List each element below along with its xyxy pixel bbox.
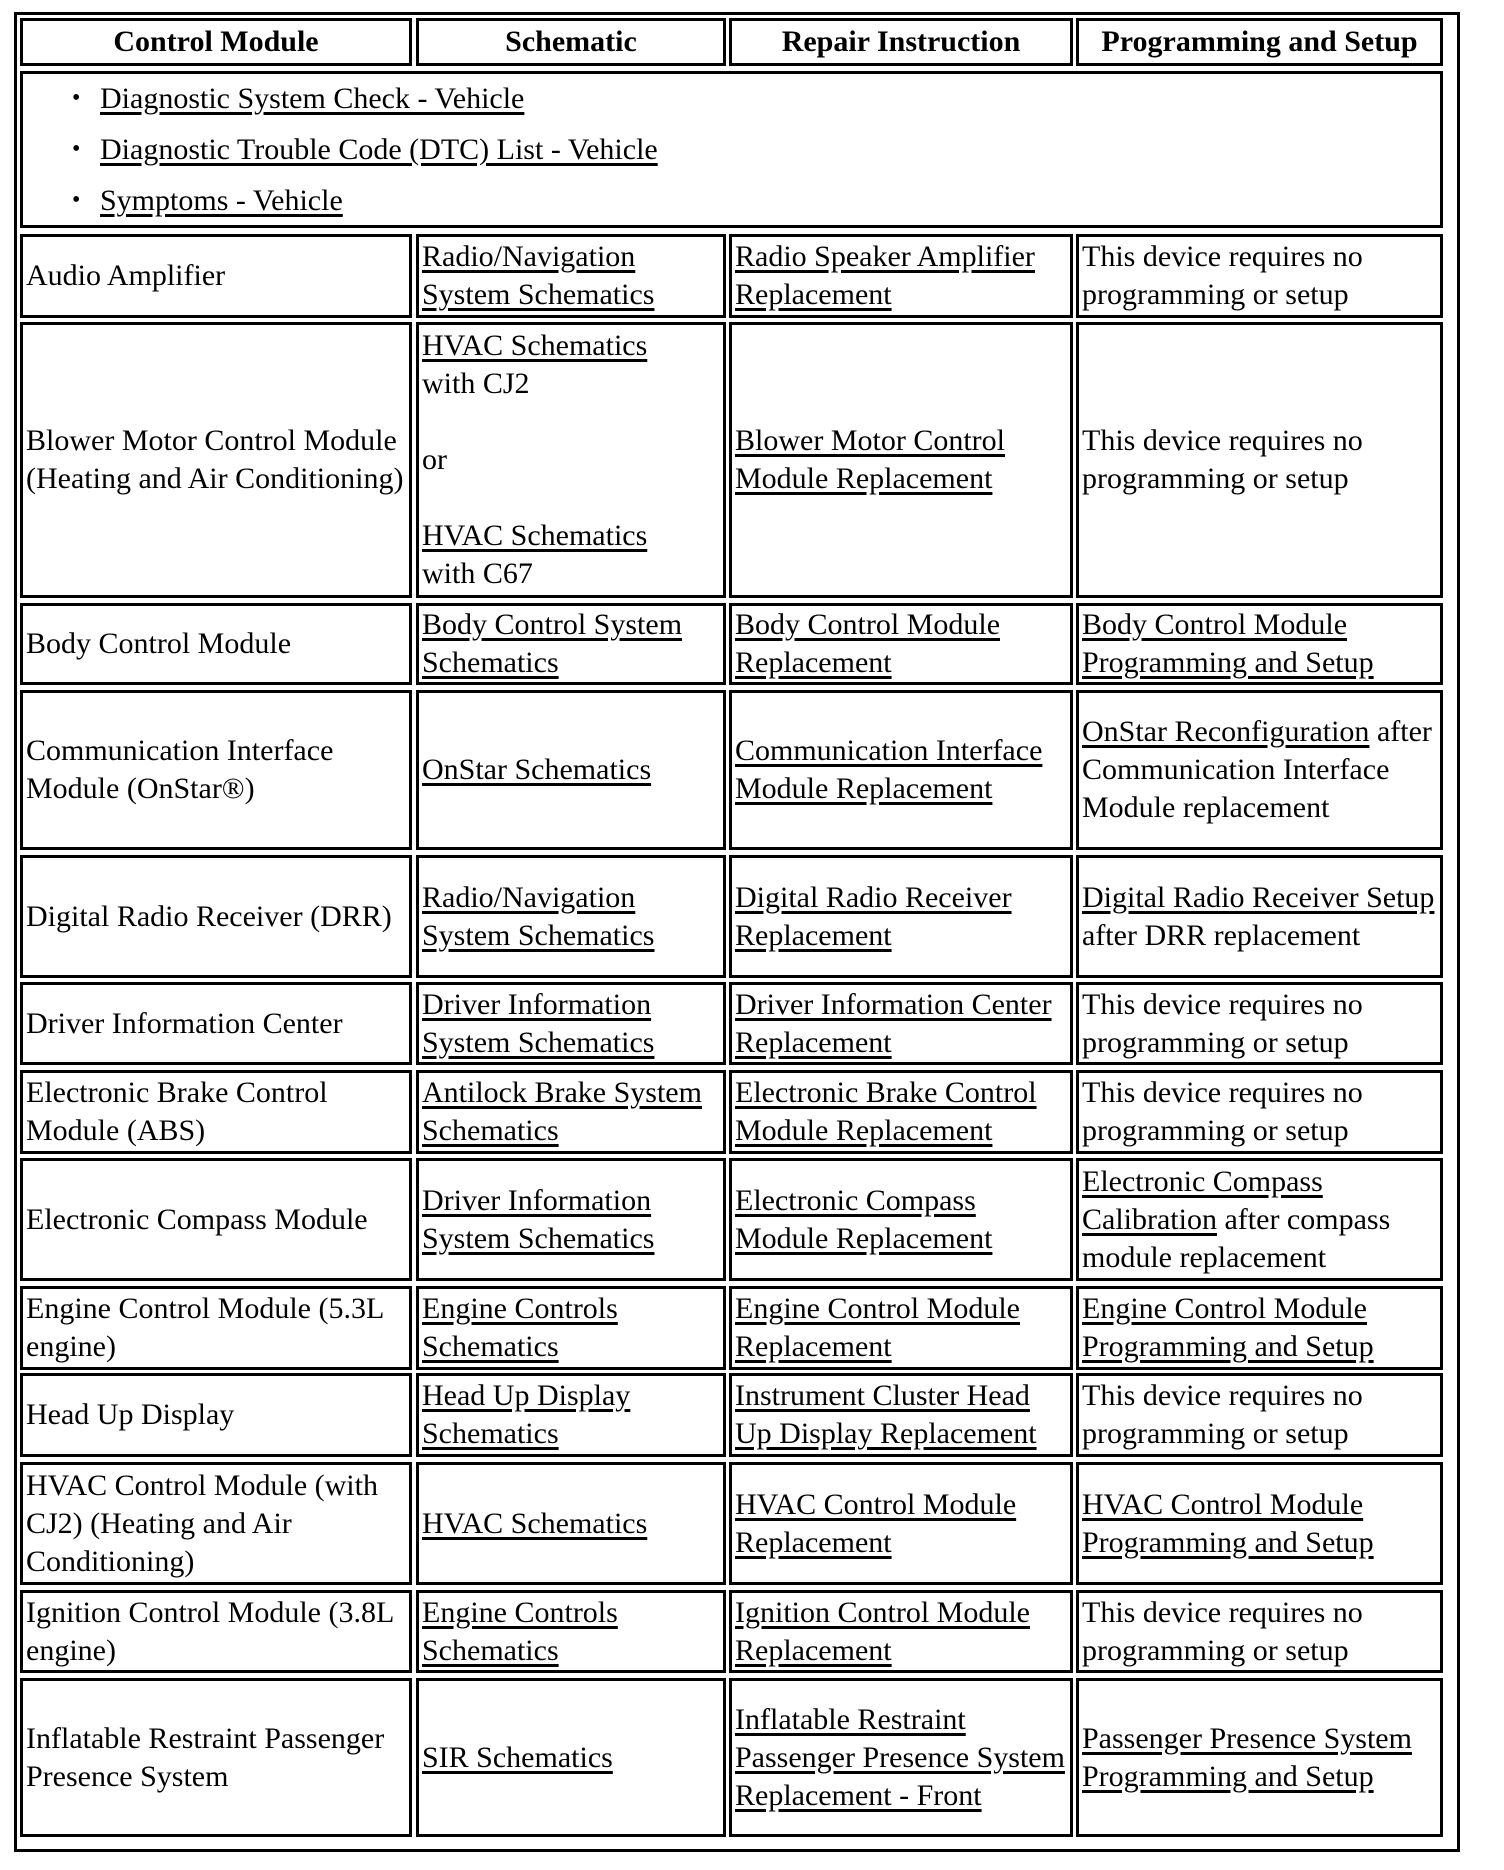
repair-link[interactable]: Radio Speaker Amplifier Replacement xyxy=(735,240,1035,311)
programming-cell xyxy=(1076,982,1443,1065)
repair-link[interactable]: HVAC Control Module Replacement xyxy=(735,1487,1017,1559)
module-cell xyxy=(20,855,412,978)
module-name: Driver Information Center xyxy=(26,1006,343,1040)
schematic-link[interactable]: HVAC Schematics xyxy=(422,519,648,552)
schematic-link[interactable]: HVAC Schematics xyxy=(422,1506,648,1540)
dtc-list-link[interactable]: Diagnostic Trouble Code (DTC) List - Vehicle xyxy=(100,133,658,166)
schematic-link[interactable]: Engine Controls Schematics xyxy=(422,1595,618,1667)
schematic-link[interactable]: Radio/Navigation System Schematics xyxy=(422,240,655,311)
repair-link[interactable]: Communication Interface Module Replacement xyxy=(735,734,1043,805)
module-name: Engine Control Module (5.3L engine) xyxy=(26,1292,384,1363)
schematic-link[interactable]: Engine Controls Schematics xyxy=(422,1292,618,1363)
repair-cell xyxy=(729,982,1073,1065)
programming-text: after Communication Interface Module replacement xyxy=(1082,715,1432,824)
schematic-link[interactable]: Head Up Display Schematics xyxy=(422,1379,631,1450)
module-cell xyxy=(20,982,412,1065)
repair-cell xyxy=(729,1286,1073,1370)
repair-cell xyxy=(729,1070,1073,1154)
schematic-link[interactable]: Antilock Brake System Schematics xyxy=(422,1076,702,1147)
bullet-icon: • xyxy=(72,136,81,162)
programming-cell xyxy=(1076,322,1443,598)
repair-link[interactable]: Blower Motor Control Module Replacement xyxy=(735,424,1005,495)
programming-cell xyxy=(1076,1158,1443,1281)
repair-cell xyxy=(729,1590,1073,1673)
schematic-link[interactable]: HVAC Schematics xyxy=(422,329,648,362)
schematic-cell xyxy=(416,1286,726,1370)
repair-link[interactable]: Electronic Brake Control Module Replacement xyxy=(735,1076,1037,1147)
schematic-cell xyxy=(416,1373,726,1457)
list-item xyxy=(26,175,658,226)
module-cell xyxy=(20,1070,412,1154)
module-name: Electronic Brake Control Module (ABS) xyxy=(26,1076,328,1147)
header-repair-instruction xyxy=(729,18,1073,66)
programming-cell xyxy=(1076,1286,1443,1370)
spacer xyxy=(422,479,720,517)
module-cell xyxy=(20,1462,412,1585)
programming-text: This device requires no programming or setup xyxy=(1082,1595,1363,1667)
repair-link[interactable]: Instrument Cluster Head Up Display Replacement xyxy=(735,1379,1037,1450)
programming-text: This device requires no programming or setup xyxy=(1082,240,1363,311)
programming-cell xyxy=(1076,1590,1443,1673)
header-schematic xyxy=(416,18,726,66)
module-name: Head Up Display xyxy=(26,1398,235,1431)
module-name: Audio Amplifier xyxy=(26,259,226,292)
header-label: Schematic xyxy=(505,25,637,58)
general-links-cell xyxy=(20,71,1443,228)
repair-cell xyxy=(729,1158,1073,1281)
diagnostic-system-check-link[interactable]: Diagnostic System Check - Vehicle xyxy=(100,82,525,115)
schematic-text: with CJ2 xyxy=(422,367,530,400)
programming-text: This device requires no programming or setup xyxy=(1082,987,1363,1059)
schematic-cell xyxy=(416,234,726,318)
module-name: Body Control Module xyxy=(26,627,292,660)
repair-link[interactable]: Electronic Compass Module Replacement xyxy=(735,1183,993,1255)
programming-text: This device requires no programming or setup xyxy=(1082,1379,1363,1450)
module-cell xyxy=(20,1286,412,1370)
schematic-cell xyxy=(416,1070,726,1154)
repair-link[interactable]: Engine Control Module Replacement xyxy=(735,1292,1020,1363)
schematic-link[interactable]: Body Control System Schematics xyxy=(422,608,683,679)
repair-link[interactable]: Digital Radio Receiver Replacement xyxy=(735,880,1012,952)
schematic-cell xyxy=(416,982,726,1065)
programming-cell xyxy=(1076,234,1443,318)
header-programming-setup xyxy=(1076,18,1443,66)
schematic-link[interactable]: Driver Information System Schematics xyxy=(422,1183,655,1255)
programming-link[interactable]: Body Control Module Programming and Setup xyxy=(1082,608,1374,679)
schematic-link[interactable]: Radio/Navigation System Schematics xyxy=(422,880,655,952)
schematic-cell xyxy=(416,690,726,850)
programming-text: This device requires no programming or setup xyxy=(1082,1076,1363,1147)
programming-cell xyxy=(1076,855,1443,978)
repair-link[interactable]: Body Control Module Replacement xyxy=(735,608,1001,679)
repair-link[interactable]: Ignition Control Module Replacement xyxy=(735,1595,1030,1667)
list-item xyxy=(26,124,658,175)
programming-cell xyxy=(1076,1070,1443,1154)
repair-cell xyxy=(729,1678,1073,1837)
module-cell xyxy=(20,1373,412,1457)
schematic-link[interactable]: OnStar Schematics xyxy=(422,753,652,786)
list-item xyxy=(26,73,658,124)
general-links-list xyxy=(26,73,658,226)
header-label: Programming and Setup xyxy=(1101,25,1418,58)
repair-cell xyxy=(729,1462,1073,1585)
programming-cell xyxy=(1076,1462,1443,1585)
module-cell xyxy=(20,1678,412,1837)
bullet-icon: • xyxy=(72,187,81,213)
header-label: Repair Instruction xyxy=(781,25,1021,58)
programming-text: after DRR replacement xyxy=(1082,918,1361,952)
schematic-cell xyxy=(416,603,726,685)
module-cell xyxy=(20,1590,412,1673)
module-cell xyxy=(20,234,412,318)
module-name: Digital Radio Receiver (DRR) xyxy=(26,899,392,933)
repair-link[interactable]: Driver Information Center Replacement xyxy=(735,987,1052,1059)
module-name: Ignition Control Module (3.8L engine) xyxy=(26,1595,394,1667)
module-name: Blower Motor Control Module (Heating and Air Conditioning) xyxy=(26,424,404,495)
repair-cell xyxy=(729,855,1073,978)
module-cell xyxy=(20,1158,412,1281)
module-name: HVAC Control Module (with CJ2) (Heating and Air Conditioning) xyxy=(26,1468,378,1578)
programming-link[interactable]: Passenger Presence System Programming and Setup xyxy=(1082,1721,1412,1793)
schematic-cell xyxy=(416,1462,726,1585)
programming-link[interactable]: Engine Control Module Programming and Setup xyxy=(1082,1292,1374,1363)
repair-cell xyxy=(729,603,1073,685)
repair-cell xyxy=(729,234,1073,318)
programming-link[interactable]: OnStar Reconfiguration xyxy=(1082,715,1370,748)
programming-cell xyxy=(1076,690,1443,850)
repair-link[interactable]: Inflatable Restraint Passenger Presence System Replacement - Front xyxy=(735,1702,1065,1812)
programming-link[interactable]: HVAC Control Module Programming and Setup xyxy=(1082,1487,1374,1559)
schematic-cell xyxy=(416,1590,726,1673)
repair-cell xyxy=(729,690,1073,850)
module-name: Inflatable Restraint Passenger Presence System xyxy=(26,1721,385,1793)
spacer xyxy=(422,403,720,441)
module-cell xyxy=(20,322,412,598)
programming-cell xyxy=(1076,603,1443,685)
programming-text: This device requires no programming or setup xyxy=(1082,424,1363,495)
repair-cell xyxy=(729,1373,1073,1457)
programming-cell xyxy=(1076,1373,1443,1457)
schematic-text: or xyxy=(422,443,447,476)
module-cell xyxy=(20,603,412,685)
bullet-icon: • xyxy=(72,85,81,111)
symptoms-link[interactable]: Symptoms - Vehicle xyxy=(100,184,343,217)
repair-cell xyxy=(729,322,1073,598)
schematic-cell xyxy=(416,1678,726,1837)
programming-cell xyxy=(1076,1678,1443,1837)
programming-text: after compass module replacement xyxy=(1082,1202,1391,1274)
schematic-text: with C67 xyxy=(422,557,533,590)
module-name: Electronic Compass Module xyxy=(26,1202,368,1236)
header-control-module xyxy=(20,18,412,66)
schematic-cell xyxy=(416,1158,726,1281)
schematic-cell xyxy=(416,322,726,598)
schematic-cell xyxy=(416,855,726,978)
programming-link[interactable]: Digital Radio Receiver Setup xyxy=(1082,880,1435,914)
schematic-link[interactable]: SIR Schematics xyxy=(422,1740,613,1774)
programming-link[interactable]: Electronic Compass Calibration xyxy=(1082,1164,1323,1236)
header-label: Control Module xyxy=(113,25,319,58)
module-cell xyxy=(20,690,412,850)
schematic-link[interactable]: Driver Information System Schematics xyxy=(422,987,655,1059)
module-name: Communication Interface Module (OnStar®) xyxy=(26,734,334,805)
